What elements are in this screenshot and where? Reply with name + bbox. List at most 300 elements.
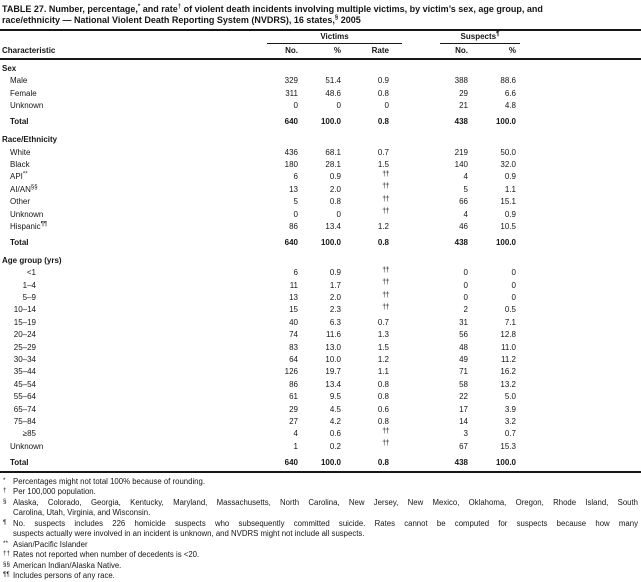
- col-header-victims-rate: Rate: [371, 46, 389, 55]
- row-label-cell: [0, 99, 245, 111]
- suspects-no-cell: 58: [459, 379, 468, 389]
- victims-rate-cell: 0.8: [377, 117, 389, 127]
- victims-rate-cell: 1.2: [377, 355, 389, 365]
- footnote-marker: ¶: [3, 518, 7, 526]
- victims-no-cell: 29: [289, 404, 298, 414]
- suspects-pct-cell: 0.9: [504, 209, 516, 219]
- row-label-cell: [0, 439, 245, 451]
- row-label-cell: [0, 195, 245, 207]
- row-label: Total: [10, 457, 29, 467]
- suspects-no-cell: 219: [454, 147, 468, 157]
- suspects-no-cell: 17: [459, 404, 468, 414]
- suspects-no-cell: 0: [463, 280, 468, 290]
- table-row: [0, 291, 641, 303]
- row-label-cell: [0, 303, 245, 315]
- suspects-no-cell: 4: [463, 172, 468, 182]
- section-header-row: [0, 60, 641, 74]
- victims-no-cell: 4: [293, 429, 298, 439]
- row-label: 20–24: [13, 330, 36, 340]
- spacer-cell: [516, 415, 641, 427]
- victims-no-cell: 640: [284, 117, 298, 127]
- col-header-suspects-pct: %: [508, 46, 516, 55]
- suspects-no-cell: 438: [454, 117, 468, 127]
- victims-rate-cell: ††: [382, 279, 389, 287]
- spacer-cell: [516, 195, 641, 207]
- suspects-no-cell: 5: [463, 184, 468, 194]
- victims-rate-cell: ††: [382, 266, 389, 274]
- victims-rate-cell: ††: [382, 170, 389, 178]
- table-row: [0, 427, 641, 439]
- footnote: [2, 519, 638, 540]
- victims-rate-cell: 0.7: [377, 317, 389, 327]
- suspects-pct-cell: 100.0: [495, 457, 516, 467]
- spacer-cell: [516, 220, 641, 232]
- victims-no-cell: 64: [289, 355, 298, 365]
- victims-rate-cell: 1.1: [377, 367, 389, 377]
- victims-rate-cell: ††: [382, 291, 389, 299]
- suspects-pct-cell: 7.1: [504, 317, 516, 327]
- victims-no-cell: 27: [289, 416, 298, 426]
- row-label-cell: [0, 74, 245, 86]
- row-label-cell: [0, 315, 245, 327]
- suspects-pct-cell: 88.6: [500, 76, 516, 86]
- spacer-cell: [516, 291, 641, 303]
- row-label: 35–44: [13, 367, 36, 377]
- footnote-line: suspects actually were involved in an incident is unknown, and NVDRS might not include all suspects.: [13, 529, 365, 539]
- suspects-no-cell: 29: [459, 88, 468, 98]
- suspects-group-header: Suspects¶: [460, 31, 500, 41]
- victims-pct-cell: 2.0: [329, 293, 341, 303]
- suspects-no-cell: 67: [459, 441, 468, 451]
- spacer-cell: [516, 99, 641, 111]
- row-label-cell: [0, 86, 245, 98]
- victims-rate-cell: 0.8: [377, 379, 389, 389]
- victims-pct-cell: 0: [336, 209, 341, 219]
- suspects-no-cell: 4: [463, 209, 468, 219]
- row-label: 75–84: [13, 416, 36, 426]
- victims-group-header: Victims: [320, 32, 349, 41]
- victims-no-cell: 13: [289, 184, 298, 194]
- row-label-cell: [0, 158, 245, 170]
- victims-rate-cell: 0: [384, 101, 389, 111]
- victims-pct-cell: 48.6: [325, 88, 341, 98]
- row-label-cell: [0, 145, 245, 157]
- row-label: Other: [10, 197, 31, 207]
- victims-no-cell: 15: [289, 305, 298, 315]
- suspects-no-cell: 21: [459, 101, 468, 111]
- suspects-pct-cell: 4.8: [504, 101, 516, 111]
- table-row: [0, 303, 641, 315]
- spacer-cell: [516, 452, 641, 468]
- footnote: [2, 477, 638, 488]
- table-row: [0, 390, 641, 402]
- title-line-2: race/ethnicity — National Violent Death Reporting System (NVDRS), 16 states,§ 2005: [2, 15, 361, 25]
- victims-pct-cell: 28.1: [325, 159, 341, 169]
- spacer-cell: [516, 232, 641, 248]
- row-label-cell: [0, 415, 245, 427]
- suspects-pct-cell: 100.0: [495, 237, 516, 247]
- row-label-cell: [0, 328, 245, 340]
- footnote-line: Per 100,000 population.: [13, 487, 96, 497]
- victims-pct-cell: 6.3: [329, 317, 341, 327]
- suspects-pct-cell: 100.0: [495, 117, 516, 127]
- victims-rate-cell: 0.8: [377, 392, 389, 402]
- footnote-line: American Indian/Alaska Native.: [13, 560, 122, 570]
- victims-pct-cell: 13.0: [325, 342, 341, 352]
- victims-pct-cell: 13.4: [325, 379, 341, 389]
- suspects-no-cell: 46: [459, 221, 468, 231]
- victims-no-cell: 13: [289, 293, 298, 303]
- row-label: 45–54: [13, 379, 36, 389]
- victims-no-cell: 640: [284, 457, 298, 467]
- spacer-cell: [516, 145, 641, 157]
- section-header: Race/Ethnicity: [2, 135, 58, 145]
- section-header: Age group (yrs): [2, 255, 62, 265]
- victims-pct-cell: 0: [336, 101, 341, 111]
- suspects-no-cell: 56: [459, 330, 468, 340]
- row-label-cell: [0, 111, 245, 127]
- victims-rate-cell: 0.9: [377, 76, 389, 86]
- row-label: Unknown: [10, 101, 44, 111]
- suspects-no-cell: 3: [463, 429, 468, 439]
- row-label-cell: [0, 291, 245, 303]
- spacer-cell: [516, 182, 641, 194]
- victims-pct-cell: 0.8: [329, 197, 341, 207]
- row-label-cell: [0, 170, 245, 182]
- spacer-cell: [516, 340, 641, 352]
- table-row: [0, 278, 641, 290]
- row-label: 65–74: [13, 404, 36, 414]
- victims-no-cell: 0: [293, 209, 298, 219]
- victims-rate-cell: 0.8: [377, 457, 389, 467]
- victims-no-cell: 5: [293, 197, 298, 207]
- col-header-victims-no: No.: [285, 46, 298, 55]
- footnote-marker: §§: [3, 560, 11, 568]
- row-label-cell: [0, 452, 245, 468]
- suspects-no-cell: 49: [459, 355, 468, 365]
- footnote: [2, 487, 638, 498]
- row-label-cell: [0, 278, 245, 290]
- footnote-marker: §: [3, 497, 7, 505]
- section-header-row: [0, 248, 641, 266]
- spacer-cell: [516, 266, 641, 278]
- spacer-cell: [516, 278, 641, 290]
- footnote-line: Percentages might not total 100% because of rounding.: [13, 476, 206, 486]
- table-row: [0, 340, 641, 352]
- spacer-cell: [516, 390, 641, 402]
- suspects-no-cell: 140: [454, 159, 468, 169]
- row-label: 15–19: [13, 317, 36, 327]
- footnote-line: Rates not reported when number of decedents is <20.: [13, 550, 200, 560]
- suspects-no-cell: 388: [454, 76, 468, 86]
- suspects-pct-cell: 0: [511, 280, 516, 290]
- table-row: [0, 99, 641, 111]
- victims-no-cell: 180: [284, 159, 298, 169]
- victims-pct-cell: 2.3: [329, 305, 341, 315]
- table-row: [0, 207, 641, 219]
- footnote-line: Alaska, Colorado, Georgia, Kentucky, Maryland, Massachusetts, North Carolina, New Jersey, New Mexico, Oklahoma, Oregon, Rhode Island, South: [13, 497, 638, 507]
- victims-pct-cell: 0.2: [329, 441, 341, 451]
- suspects-pct-cell: 16.2: [500, 367, 516, 377]
- suspects-pct-cell: 1.1: [504, 184, 516, 194]
- victims-rate-cell: ††: [382, 427, 389, 435]
- row-label-cell: [0, 266, 245, 278]
- victims-pct-cell: 68.1: [325, 147, 341, 157]
- victims-no-cell: 640: [284, 237, 298, 247]
- row-label-cell: [0, 353, 245, 365]
- spacer-cell: [516, 303, 641, 315]
- suspects-pct-cell: 3.9: [504, 404, 516, 414]
- row-label: <1: [26, 268, 36, 278]
- victims-rate-cell: 0.6: [377, 404, 389, 414]
- footnote-marker: †: [3, 487, 7, 495]
- row-label-cell: [0, 427, 245, 439]
- victims-no-cell: 1: [293, 441, 298, 451]
- suspects-no-cell: 71: [459, 367, 468, 377]
- row-label: AI/AN§§: [10, 184, 38, 194]
- suspects-pct-cell: 15.3: [500, 441, 516, 451]
- spacer-cell: [516, 328, 641, 340]
- row-label: ≥85: [22, 429, 36, 439]
- suspects-no-cell: 0: [463, 293, 468, 303]
- suspects-pct-cell: 0.9: [504, 172, 516, 182]
- footnote-marker: ¶¶: [3, 571, 10, 579]
- victims-pct-cell: 13.4: [325, 221, 341, 231]
- victims-no-cell: 40: [289, 317, 298, 327]
- footnote-marker: **: [3, 539, 8, 547]
- row-label: Unknown: [10, 441, 44, 451]
- table-row: [0, 365, 641, 377]
- table-row: [0, 145, 641, 157]
- footnote: [2, 571, 638, 582]
- victims-no-cell: 61: [289, 392, 298, 402]
- row-label: 25–29: [13, 342, 36, 352]
- victims-pct-cell: 2.0: [329, 184, 341, 194]
- victims-rate-cell: 1.3: [377, 330, 389, 340]
- footnote: [2, 540, 638, 551]
- footnote-line: Carolina, Utah, Virginia, and Wisconsin.: [13, 508, 151, 518]
- victims-no-cell: 329: [284, 76, 298, 86]
- data-table: [0, 60, 641, 468]
- spacer-cell: [516, 207, 641, 219]
- row-label-cell: [0, 340, 245, 352]
- victims-no-cell: 6: [293, 172, 298, 182]
- victims-rate-cell: 1.2: [377, 221, 389, 231]
- suspects-no-cell: 0: [463, 268, 468, 278]
- col-header-characteristic: Characteristic: [2, 46, 56, 55]
- victims-rate-cell: 0.8: [377, 416, 389, 426]
- table-row: [0, 195, 641, 207]
- table-body: [0, 60, 641, 468]
- victims-no-cell: 126: [284, 367, 298, 377]
- spacer-cell: [516, 365, 641, 377]
- row-label: 55–64: [13, 392, 36, 402]
- suspects-pct-cell: 12.8: [500, 330, 516, 340]
- table-row: [0, 266, 641, 278]
- victims-rate-cell: 0.8: [377, 237, 389, 247]
- victims-pct-cell: 100.0: [320, 457, 341, 467]
- victims-rate-cell: 0.7: [377, 147, 389, 157]
- suspects-pct-cell: 0: [511, 293, 516, 303]
- row-label: 10–14: [13, 305, 36, 315]
- table-row: [0, 377, 641, 389]
- victims-pct-cell: 4.5: [329, 404, 341, 414]
- table-row: [0, 86, 641, 98]
- suspects-pct-cell: 13.2: [500, 379, 516, 389]
- row-label: Black: [10, 159, 30, 169]
- row-label: Hispanic¶¶: [10, 221, 48, 231]
- row-label: 5–9: [22, 293, 36, 303]
- spacer-cell: [516, 170, 641, 182]
- victims-no-cell: 0: [293, 101, 298, 111]
- victims-rate-cell: ††: [382, 183, 389, 191]
- total-row: [0, 232, 641, 248]
- spacer-cell: [516, 427, 641, 439]
- total-row: [0, 452, 641, 468]
- spacer-cell: [516, 402, 641, 414]
- suspects-no-cell: 14: [459, 416, 468, 426]
- table-row: [0, 353, 641, 365]
- victims-rate-cell: ††: [382, 440, 389, 448]
- suspects-pct-cell: 10.5: [500, 221, 516, 231]
- table-header: [0, 31, 641, 58]
- spacer-cell: [516, 439, 641, 451]
- victims-pct-cell: 100.0: [320, 237, 341, 247]
- victims-pct-cell: 0.6: [329, 429, 341, 439]
- spacer-cell: [516, 111, 641, 127]
- footnote: [2, 561, 638, 572]
- suspects-pct-cell: 0: [511, 268, 516, 278]
- suspects-pct-cell: 6.6: [504, 88, 516, 98]
- suspects-no-cell: 66: [459, 197, 468, 207]
- victims-no-cell: 11: [289, 280, 298, 290]
- suspects-pct-cell: 11.0: [501, 342, 516, 352]
- victims-pct-cell: 100.0: [320, 117, 341, 127]
- suspects-no-cell: 48: [459, 342, 468, 352]
- victims-no-cell: 86: [289, 221, 298, 231]
- row-label: Female: [10, 88, 37, 98]
- title-line-1: TABLE 27. Number, percentage,* and rate† of violent death incidents involving multiple victims, by victim’s sex, age group, and: [2, 4, 543, 14]
- spacer-cell: [516, 315, 641, 327]
- victims-rate-cell: 1.5: [377, 159, 389, 169]
- suspects-no-cell: 22: [459, 392, 468, 402]
- victims-spanner-rule: [267, 43, 402, 45]
- footnote: [2, 498, 638, 519]
- victims-no-cell: 436: [284, 147, 298, 157]
- suspects-spanner-rule: [440, 43, 520, 45]
- section-header-row: [0, 127, 641, 145]
- victims-pct-cell: 51.4: [325, 76, 341, 86]
- spacer-cell: [516, 158, 641, 170]
- table-row: [0, 328, 641, 340]
- row-label: Unknown: [10, 209, 44, 219]
- victims-no-cell: 311: [285, 88, 298, 98]
- footnote: [2, 550, 638, 561]
- victims-pct-cell: 0.9: [329, 172, 341, 182]
- table-row: [0, 220, 641, 232]
- spacer-cell: [516, 86, 641, 98]
- row-label-cell: [0, 377, 245, 389]
- col-header-suspects-no: No.: [455, 46, 468, 55]
- row-label: Total: [10, 237, 29, 247]
- row-label: Total: [10, 117, 29, 127]
- total-row: [0, 111, 641, 127]
- victims-pct-cell: 4.2: [329, 416, 341, 426]
- table-row: [0, 402, 641, 414]
- row-label: Male: [10, 76, 28, 86]
- footnote-line: No. suspects includes 226 homicide suspects who subsequently committed suicide. Rates cannot be computed for suspects because how many: [13, 518, 638, 528]
- victims-rate-cell: 0.8: [377, 88, 389, 98]
- row-label-cell: [0, 402, 245, 414]
- row-label: API**: [10, 171, 28, 182]
- victims-no-cell: 83: [289, 342, 298, 352]
- suspects-pct-cell: 5.0: [504, 392, 516, 402]
- row-label-cell: [0, 220, 245, 232]
- victims-rate-cell: ††: [382, 195, 389, 203]
- col-header-victims-pct: %: [333, 46, 341, 55]
- table-row: [0, 158, 641, 170]
- table-row: [0, 415, 641, 427]
- suspects-no-cell: 2: [463, 305, 468, 315]
- spacer-cell: [516, 74, 641, 86]
- victims-pct-cell: 9.5: [329, 392, 341, 402]
- row-label: White: [10, 147, 31, 157]
- table-row: [0, 170, 641, 182]
- victims-no-cell: 86: [289, 379, 298, 389]
- footnote-marker: *: [3, 476, 6, 484]
- suspects-pct-cell: 3.2: [504, 416, 516, 426]
- row-label: 1–4: [22, 280, 36, 290]
- victims-pct-cell: 10.0: [325, 355, 341, 365]
- suspects-no-cell: 31: [459, 317, 468, 327]
- row-label: 30–34: [13, 355, 36, 365]
- table-row: [0, 182, 641, 194]
- table-row: [0, 439, 641, 451]
- suspects-no-cell: 438: [454, 457, 468, 467]
- victims-pct-cell: 11.6: [326, 330, 341, 340]
- suspects-pct-cell: 11.2: [501, 355, 516, 365]
- table-title: [0, 0, 641, 26]
- row-label-cell: [0, 182, 245, 194]
- row-label-cell: [0, 365, 245, 377]
- victims-no-cell: 74: [289, 330, 298, 340]
- victims-pct-cell: 19.7: [325, 367, 341, 377]
- row-label-cell: [0, 390, 245, 402]
- victims-pct-cell: 0.9: [329, 268, 341, 278]
- footnote-line: Includes persons of any race.: [13, 571, 115, 581]
- table-row: [0, 315, 641, 327]
- suspects-pct-cell: 0.5: [504, 305, 516, 315]
- suspects-pct-cell: 0.7: [504, 429, 516, 439]
- victims-rate-cell: ††: [382, 303, 389, 311]
- spacer-cell: [516, 377, 641, 389]
- table-row: [0, 74, 641, 86]
- footnote-marker: ††: [3, 550, 11, 558]
- suspects-pct-cell: 50.0: [500, 147, 516, 157]
- suspects-pct-cell: 15.1: [500, 197, 516, 207]
- footnotes: [0, 473, 641, 582]
- footnote-line: Asian/Pacific Islander: [13, 539, 88, 549]
- victims-pct-cell: 1.7: [329, 280, 341, 290]
- row-label-cell: [0, 232, 245, 248]
- suspects-pct-cell: 32.0: [500, 159, 516, 169]
- spacer-cell: [516, 353, 641, 365]
- suspects-no-cell: 438: [454, 237, 468, 247]
- victims-no-cell: 6: [293, 268, 298, 278]
- section-header: Sex: [2, 64, 17, 73]
- row-label-cell: [0, 207, 245, 219]
- victims-rate-cell: 1.5: [377, 342, 389, 352]
